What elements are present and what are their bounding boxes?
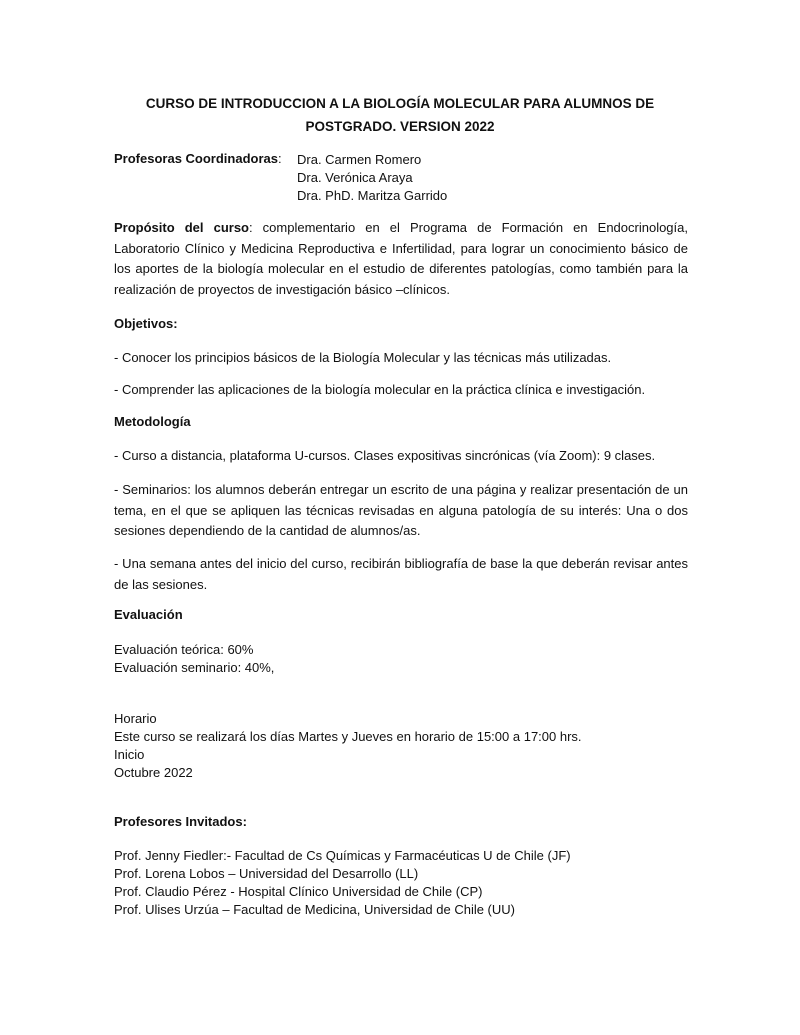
- objective-item: - Comprender las aplicaciones de la biología molecular en la práctica clínica e investigación.: [114, 382, 646, 397]
- start-value: Octubre 2022: [114, 765, 193, 780]
- methodology-item: - Curso a distancia, plataforma U-cursos. Clases expositivas sincrónicas (vía Zoom): 9 clases.: [114, 448, 656, 463]
- evaluation-item: Evaluación teórica: 60%: [114, 642, 254, 657]
- coordinator-name: Dra. Verónica Araya: [297, 170, 413, 185]
- coordinator-name: Dra. PhD. Maritza Garrido: [297, 188, 448, 203]
- purpose-paragraph: Propósito del curso: complementario en el Programa de Formación en Endocrinología, Laboratorio Clínico y Medicina Reproductiva e Infertilidad, para lograr un conocimiento básico de los aportes de la biología molecular en el estudio de diferentes patologías, como también para la realización de proyectos de investigación básico –clínicos.: [114, 220, 688, 297]
- evaluation-item: Evaluación seminario: 40%,: [114, 660, 275, 675]
- methodology-item: - Una semana antes del inicio del curso, recibirán bibliografía de base la que deberán revisar antes de las sesiones.: [114, 556, 688, 592]
- evaluation-heading: Evaluación: [114, 607, 183, 622]
- start-heading: Inicio: [114, 747, 145, 762]
- methodology-heading: Metodología: [114, 414, 191, 429]
- schedule-text: Este curso se realizará los días Martes y Jueves en horario de 15:00 a 17:00 hrs.: [114, 729, 582, 744]
- coordinators-label: Profesoras Coordinadoras:: [114, 151, 282, 166]
- schedule-heading: Horario: [114, 711, 157, 726]
- methodology-item: - Seminarios: los alumnos deberán entregar un escrito de una página y realizar presentación de un tema, en el que se apliquen las técnicas revisadas en alguna patología de su interés: Una o dos sesiones dependiendo de la cantidad de alumnos/as.: [114, 482, 688, 538]
- guest-item: Prof. Claudio Pérez - Hospital Clínico Universidad de Chile (CP): [114, 884, 483, 899]
- document-title-line-1: CURSO DE INTRODUCCION A LA BIOLOGÍA MOLECULAR PARA ALUMNOS DE: [145, 96, 655, 111]
- guest-item: Prof. Lorena Lobos – Universidad del Desarrollo (LL): [114, 866, 419, 881]
- document-title-line-2: POSTGRADO. VERSION 2022: [305, 119, 495, 134]
- guest-item: Prof. Ulises Urzúa – Facultad de Medicina, Universidad de Chile (UU): [114, 902, 515, 917]
- objectives-heading: Objetivos:: [114, 316, 178, 331]
- guest-item: Prof. Jenny Fiedler:- Facultad de Cs Químicas y Farmacéuticas U de Chile (JF): [114, 848, 571, 863]
- objective-item: - Conocer los principios básicos de la Biología Molecular y las técnicas más utilizadas.: [114, 350, 612, 365]
- coordinator-name: Dra. Carmen Romero: [297, 152, 422, 167]
- guests-heading: Profesores Invitados:: [114, 814, 247, 829]
